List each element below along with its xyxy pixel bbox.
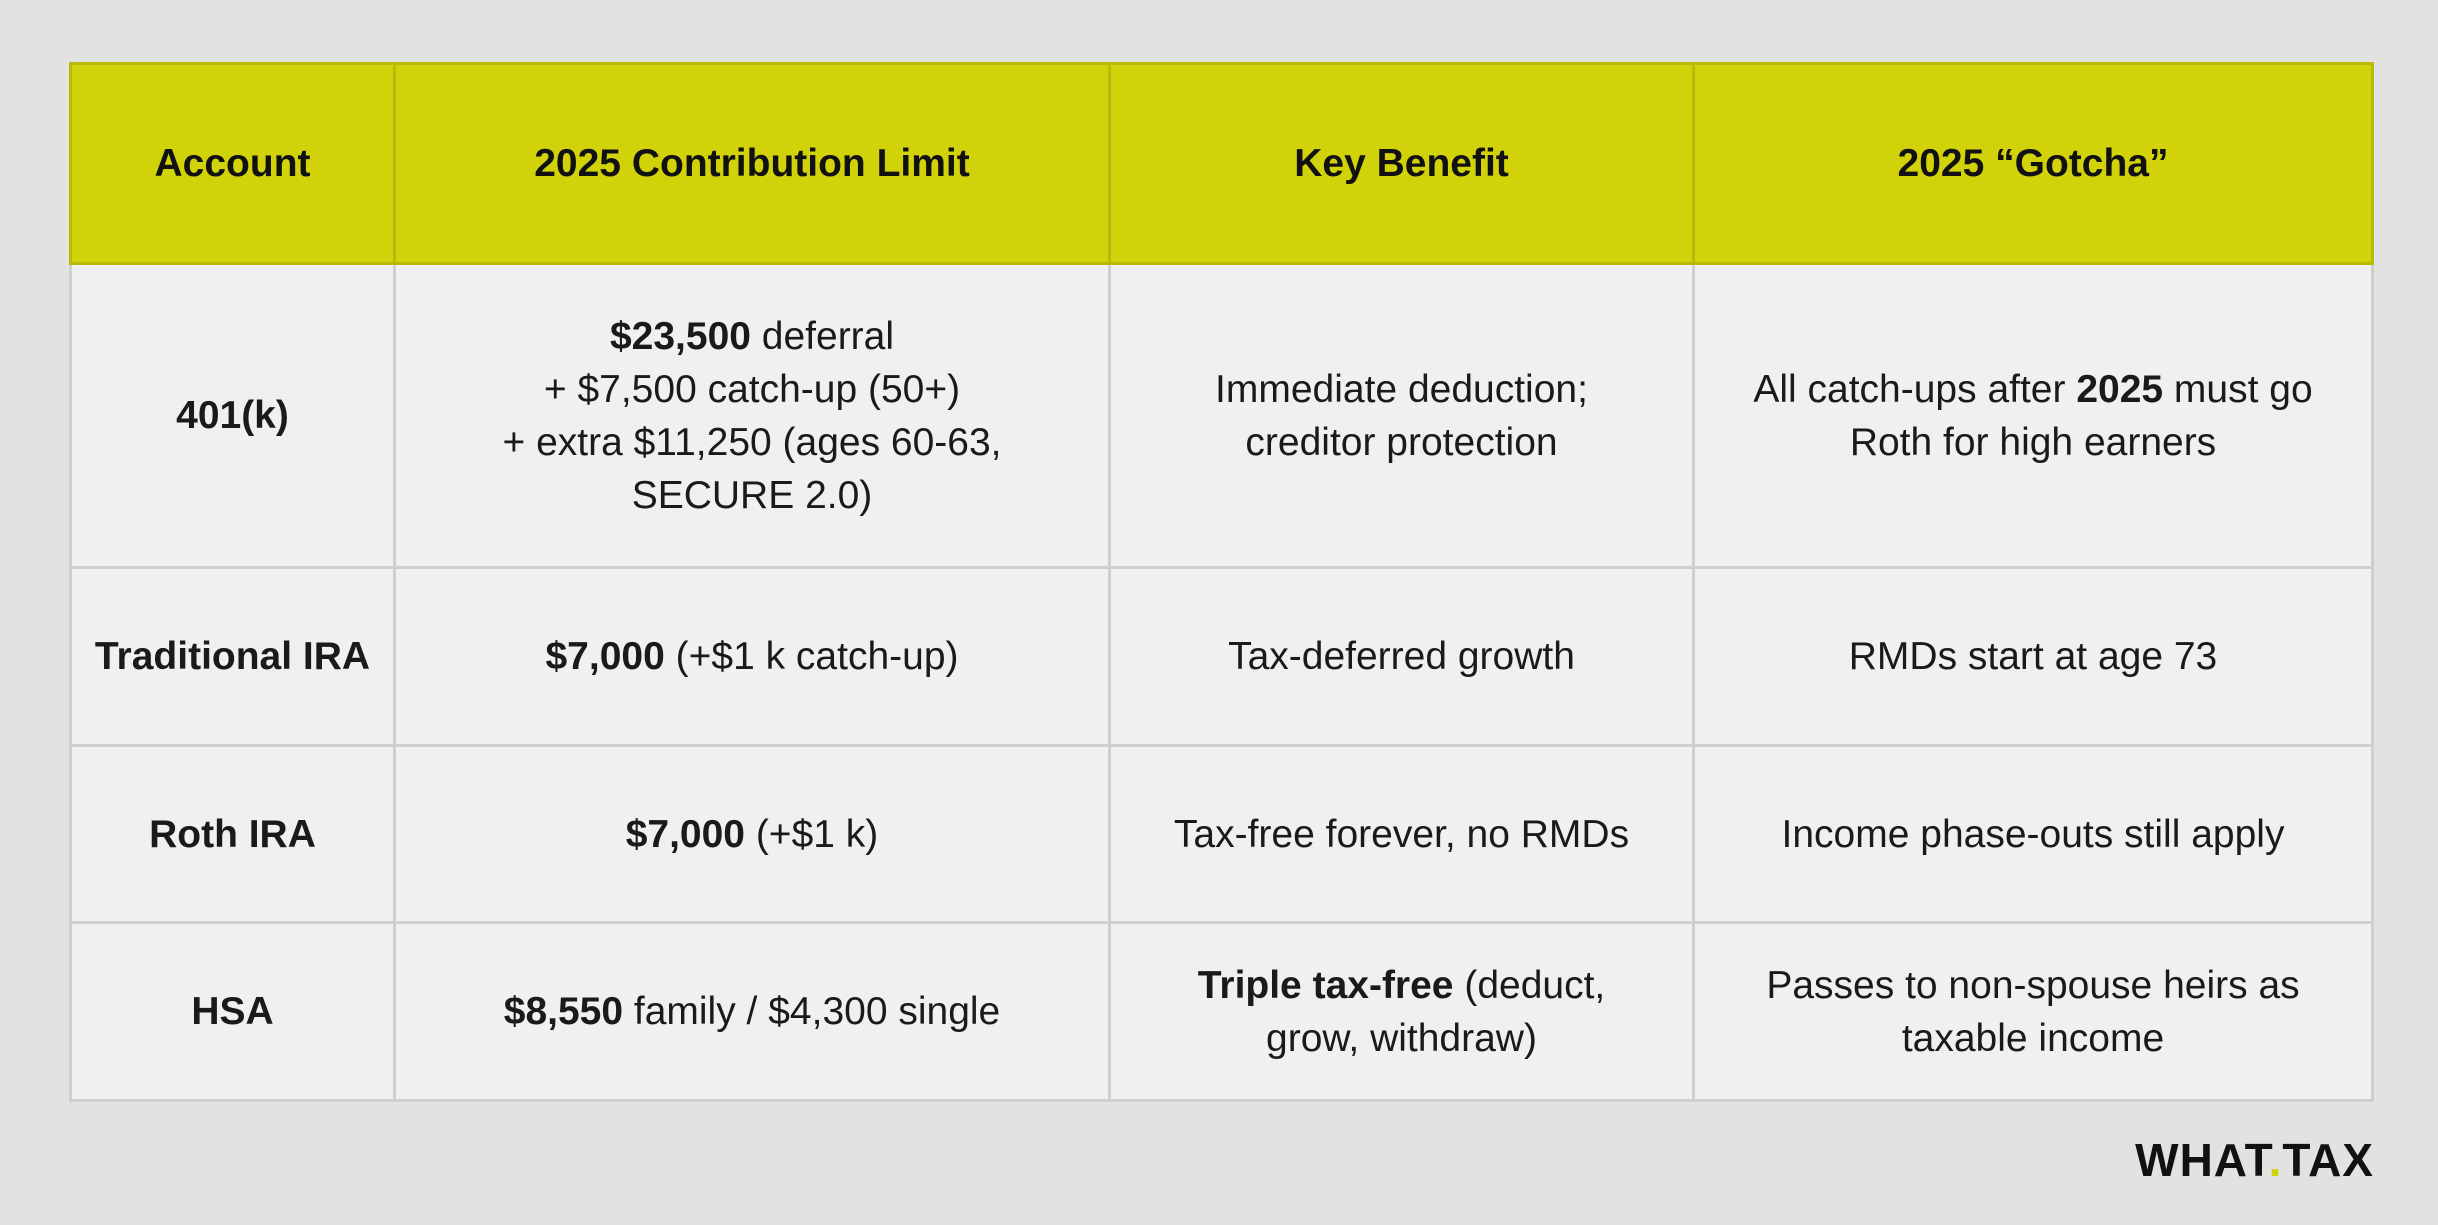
benefit-cell: Tax-deferred growth [1110,568,1694,746]
limit-text: (+$1 k) [744,812,879,856]
limit-amount: $7,000 [625,812,745,856]
gotcha-text: must go [2163,367,2313,411]
limit-cell [395,746,1110,923]
gotcha-line: Passes to non-spouse heirs as [1766,963,2300,1007]
account-cell: HSA [71,923,395,1101]
limit-text: (+$1 k catch-up) [664,635,959,678]
gotcha-cell: RMDs start at age 73 [1694,568,2373,746]
brand-logo-what: WHAT [2135,1134,2269,1186]
gotcha-cell [1694,923,2373,1101]
table-header-row [71,64,2373,264]
table-row [71,568,2373,746]
limit-text: deferral [750,314,895,358]
limit-amount: $23,500 [609,314,751,358]
gotcha-line: Roth for high earners [1849,420,2217,464]
limit-cell [395,923,1110,1101]
benefit-cell: Tax-free forever, no RMDs [1110,746,1694,923]
limit-cell [395,264,1110,568]
header-key-benefit: Key Benefit [1110,64,1694,264]
limit-line [408,310,1096,363]
brand-logo [2135,1133,2374,1187]
benefit-text: (deduct, [1453,963,1606,1007]
header-contribution-limit: 2025 Contribution Limit [395,64,1110,264]
table-row [71,746,2373,923]
benefit-cell [1110,264,1694,568]
gotcha-year: 2025 [2076,367,2164,411]
gotcha-text: All catch-ups after [1753,367,2077,411]
gotcha-cell: Income phase-outs still apply [1694,746,2373,923]
limit-text: family / $4,300 single [623,990,1001,1033]
gotcha-line [1707,363,2359,416]
account-cell: Roth IRA [71,746,395,923]
header-gotcha: 2025 “Gotcha” [1694,64,2373,264]
benefit-line: grow, withdraw) [1266,1016,1537,1060]
limit-cell [395,568,1110,746]
benefit-highlight: Triple tax-free [1197,963,1454,1007]
retirement-accounts-table-wrapper [69,62,2371,1102]
table-row [71,264,2373,568]
gotcha-cell [1694,264,2373,568]
limit-line: + extra $11,250 (ages 60-63, [502,420,1002,464]
limit-line: + $7,500 catch-up (50+) [543,367,961,411]
benefit-line [1123,959,1680,1012]
limit-amount: $7,000 [545,635,665,678]
benefit-cell [1110,923,1694,1101]
gotcha-line: taxable income [1901,1016,2165,1060]
account-cell: Traditional IRA [71,568,395,746]
brand-logo-dot: . [2268,1134,2283,1186]
account-cell: 401(k) [71,264,395,568]
limit-line: SECURE 2.0) [631,473,873,517]
benefit-line: creditor protection [1245,420,1558,464]
retirement-accounts-table [69,62,2374,1102]
brand-logo-tax: TAX [2282,1134,2374,1186]
table-row [71,923,2373,1101]
limit-amount: $8,550 [503,990,624,1033]
header-account: Account [71,64,395,264]
benefit-line: Immediate deduction; [1215,367,1588,411]
